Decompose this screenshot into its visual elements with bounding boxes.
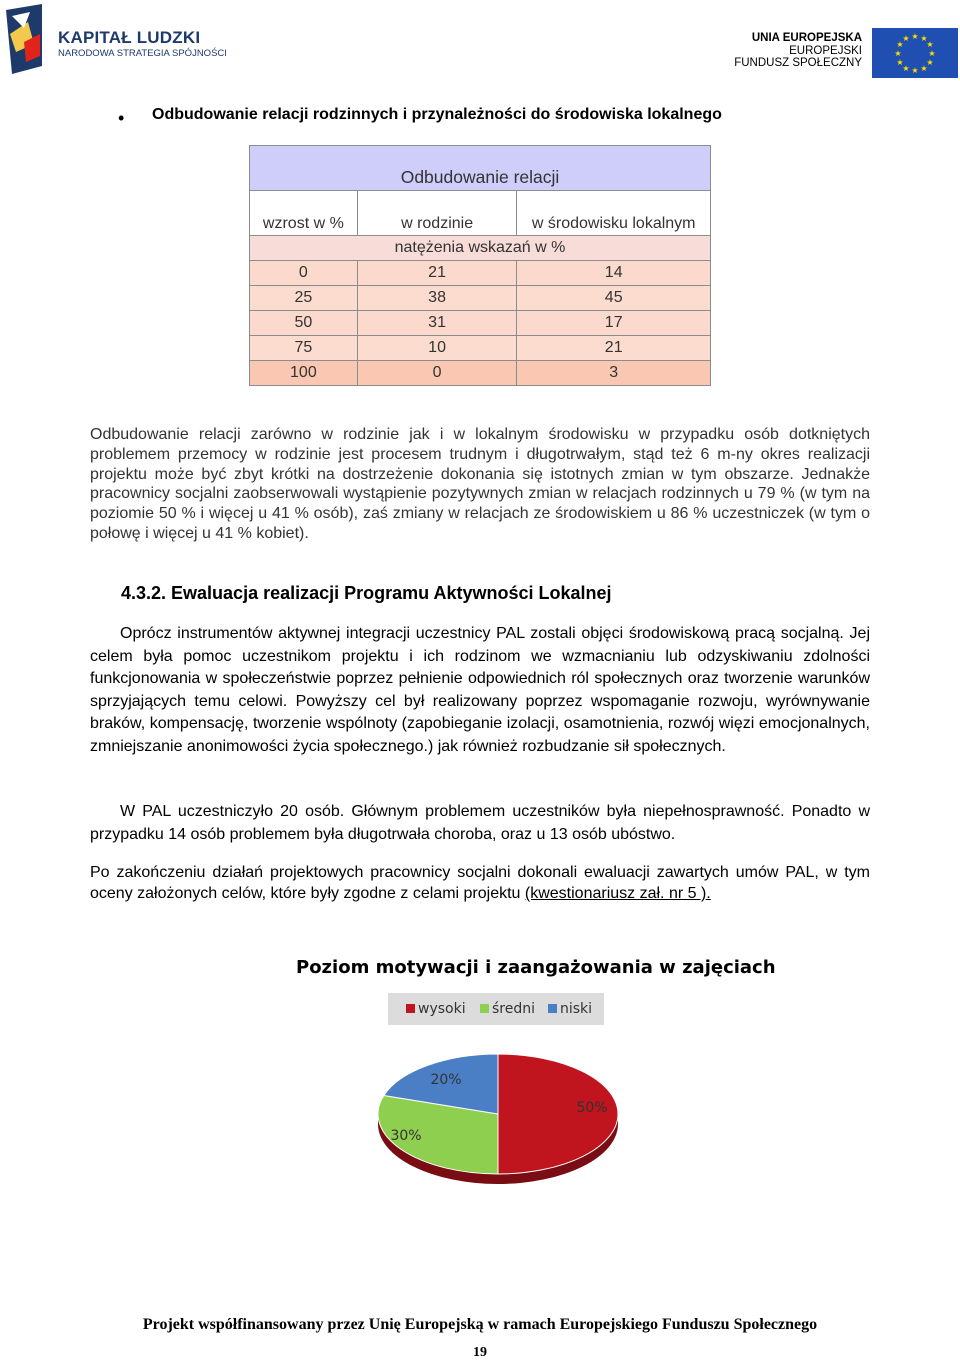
legend-swatch-średni [480,1004,489,1013]
subsection-heading: 4.3.2. Ewaluacja realizacji Programu Aktywności Lokalnej [121,583,612,603]
table-row [250,261,711,286]
pal-paragraph-3 [90,862,870,904]
relations-table [249,145,711,386]
table-subheader: natężenia wskazań w % [250,236,711,261]
svg-text:★: ★ [902,64,910,73]
svg-text:★: ★ [911,66,919,75]
table-title: Odbudowanie relacji [250,146,711,191]
bullet-icon: • [118,108,125,128]
eu-logo-line: FUNDUSZ SPOŁECZNY [734,57,862,69]
table-cell: 0 [250,261,358,286]
legend-swatch-niski [548,1004,557,1013]
relations-paragraph: Odbudowanie relacji zarówno w rodzinie jak i w lokalnym środowisku w przypadku osób dotkniętych problemem przemocy w rodzinie jest procesem trudnym i długotrwałym, stąd też 6 m-ny okres realizacji projektu może być zbyt krótki na dostrzeżenie dokonania się istotnych zmian w tym obszarze. Jednakże pracownicy socjalni zaobserwowali wystąpienie pozytywnych zmian w relacjach rodzinnych u 79 % (w tym na poziomie 50 % i więcej u 41 % osób), zaś zmiany w relacjach ze środowiskiem u 86 % uczestniczek (w tym o połowę i więcej u 41 % kobiet). [90,426,870,542]
pal-paragraph-1 [90,623,870,759]
pie-data-label: 50% [576,1100,608,1116]
table-row [250,336,711,361]
eu-logo-text [734,32,862,70]
svg-text:★: ★ [928,49,936,58]
svg-text:★: ★ [894,49,902,58]
table-cell: 31 [357,311,517,336]
svg-text:★: ★ [920,34,928,43]
svg-text:★: ★ [920,64,928,73]
questionnaire-reference: (kwestionariusz zał. nr 5 ). [524,885,711,902]
legend-label: wysoki [418,1001,466,1017]
page-number: 19 [473,1345,487,1360]
table-cell: 75 [250,336,358,361]
section-heading: Odbudowanie relacji rodzinnych i przynależności do środowiska lokalnego [152,106,722,123]
eu-logo-line: EUROPEJSKI [789,44,862,57]
table-title-row [250,146,711,191]
legend-label: niski [560,1001,593,1017]
pie-chart [370,990,630,1220]
pal-paragraph-3-text: Po zakończeniu działań projektowych pracownicy socjalni dokonali ewaluacji zawartych umów PAL, w tym oceny założonych celów, które były zgodne z celami projektu [90,864,870,902]
table-cell: 10 [357,336,517,361]
pal-paragraph-1-text: Oprócz instrumentów aktywnej integracji uczestnicy PAL zostali objęci środowiskową pracą socjalną. Jej celem była pomoc uczestnikom projektu i ich rodzinom we wzmacnianiu lub odzyskiwaniu zdolności funkcjonowania w społeczeństwie poprzez pełnienie odpowiednich ról społecznych oraz tworzenie warunków sprzyjających temu celowi. Powyższy cel był realizowany poprzez wspomaganie rozwoju, wyrównywanie braków, kompensację, tworzenie wspólnoty (zapobieganie izolacji, osamotnienia, rozwój więzi emocjonalnych, zmniejszanie anonimowości życia społecznego.) jak również rozbudzanie sił społecznych. [90,625,870,755]
pal-paragraph-2 [90,801,870,846]
table-header-row [250,191,711,236]
table-column-header: w środowisku lokalnym [517,191,711,236]
svg-text:★: ★ [896,58,904,67]
eu-flag-icon [872,28,958,78]
table-cell: 38 [357,286,517,311]
kapital-ludzki-title: KAPITAŁ LUDZKI [58,28,201,47]
table-column-header: w rodzinie [357,191,517,236]
table-column-header: wzrost w % [250,191,358,236]
svg-text:★: ★ [896,40,904,49]
pie-data-label: 20% [430,1072,462,1088]
pal-paragraph-2-text: W PAL uczestniczyło 20 osób. Głównym problemem uczestników była niepełnosprawność. Ponadto w przypadku 14 osób problemem była długotrwała choroba, oraz u 13 osób ubóstwo. [90,803,870,843]
svg-text:★: ★ [926,40,934,49]
svg-text:★: ★ [911,32,919,41]
table-cell: 45 [517,286,711,311]
table-cell: 50 [250,311,358,336]
table-row [250,286,711,311]
table-cell: 21 [517,336,711,361]
eu-logo-line: UNIA EUROPEJSKA [751,32,862,44]
table-cell: 25 [250,286,358,311]
table-cell: 100 [250,361,358,386]
table-cell: 14 [517,261,711,286]
legend-label: średni [492,1001,536,1017]
svg-text:★: ★ [926,58,934,67]
table-cell: 17 [517,311,711,336]
pie-data-label: 30% [390,1128,422,1144]
kapital-ludzki-subtitle: NARODOWA STRATEGIA SPÓJNOŚCI [58,48,227,59]
footer-text: Projekt współfinansowany przez Unię Europejską w ramach Europejskiego Funduszu Społecznego [142,1316,818,1333]
table-row [250,361,711,386]
table-cell: 3 [517,361,711,386]
legend-swatch-wysoki [406,1004,415,1013]
chart-title: Poziom motywacji i zaangażowania w zajęciach [296,957,776,978]
svg-text:★: ★ [902,34,910,43]
table-row [250,311,711,336]
table-cell: 21 [357,261,517,286]
table-subheader-row [250,236,711,261]
table-cell: 0 [357,361,517,386]
